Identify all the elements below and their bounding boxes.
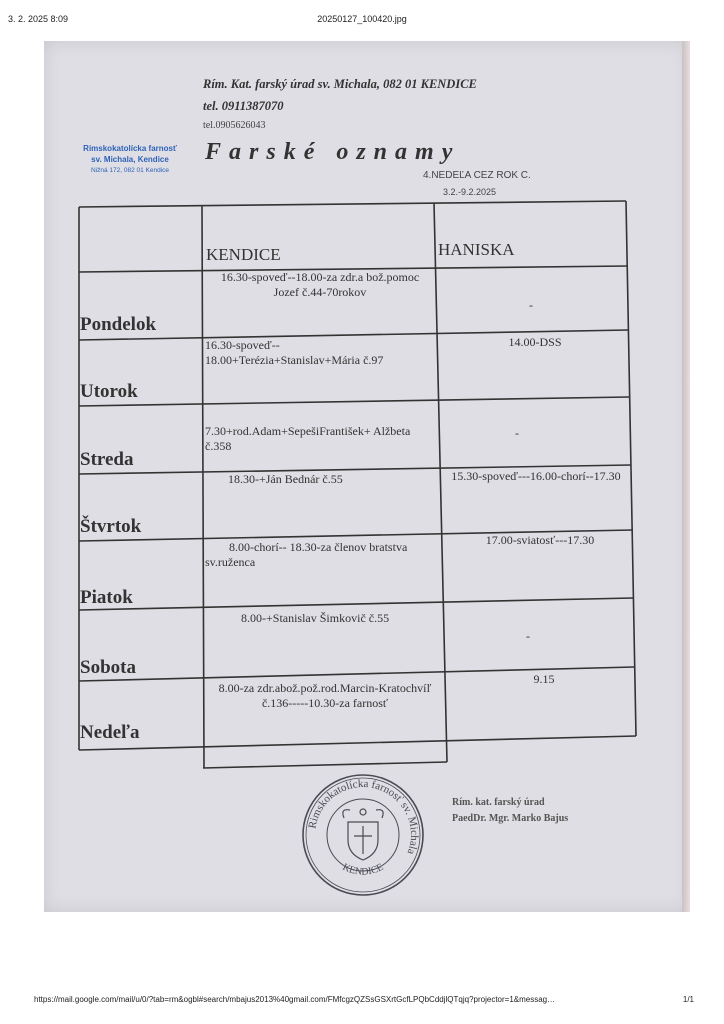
date-range: 3.2.-9.2.2025 [443,187,497,197]
day-label-utorok: Utorok [80,381,138,402]
haniska-cell-stvrtok: 15.30-spoveď---16.00-chorí--17.30 [451,469,621,483]
browser-print-date: 3. 2. 2025 8:09 [8,14,69,24]
stamp-bottom-text: KENDICE [340,861,386,878]
parish-stamp [300,772,426,898]
browser-print-pages: 1/1 [682,995,694,1004]
day-label-pondelok: Pondelok [80,314,157,335]
haniska-cell-piatok: 17.00-sviatosť---17.30 [485,533,595,547]
browser-print-url: https://mail.google.com/mail/u/0/?tab=rm&ogbl#search/mbajus2013%40gmail.com/FMfcgzQZSsGSXrtGcfLPQbCddjlQTqjq?projector=1&messag… [34,995,556,1004]
kendice-cell-nedela: 8.00-za zdr.abož.pož.rod.Marcin-Kratochvíľ č.136-----10.30-za farnosť [218,681,432,710]
day-label-sobota: Sobota [80,657,136,678]
kendice-cell-utorok: 16.30-spoveď-- 18.00+Terézia+Stanislav+Mária č.97 [205,338,384,367]
kendice-cell-pondelok: 16.30-spoveď--18.00-za zdr.a bož.pomoc Jozef č.44-70rokov [220,270,420,299]
kendice-cell-stvrtok: 18.30-+Ján Bednár č.55 [228,472,343,486]
logo-line-1: Rimskokatolícka farnosť [83,144,177,153]
kendice-cell-piatok: 8.00-chorí-- 18.30-za členov bratstva sv.ruženca [205,540,408,569]
logo-line-3: Nižná 172, 082 01 Kendice [90,167,170,174]
haniska-cell-utorok: 14.00-DSS [508,335,562,349]
day-label-stvrtok: Štvrtok [80,516,142,537]
logo-line-2: sv. Michala, Kendice [91,155,169,164]
day-label-piatok: Piatok [80,587,133,608]
stamp-emblem-icon [343,809,383,860]
phone-line-2: tel.0905626043 [203,120,266,131]
kendice-cell-streda: 7.30+rod.Adam+SepešiFrantišek+ Alžbeta č.358 [205,424,411,453]
day-label-nedela: Nedeľa [80,722,140,743]
haniska-cell-pondelok: - [529,298,533,312]
signature-line-2: PaedDr. Mgr. Marko Bajus [452,813,569,824]
phone-line-1: tel. 0911387070 [203,99,284,113]
stamp-ring-text: Rimskokatolícka farnosť sv. Michala [306,777,421,856]
haniska-cell-sobota: - [526,629,530,643]
haniska-cell-streda: - [515,426,519,440]
page-title: Farské oznamy [205,139,461,165]
parish-office-line: Rím. Kat. farský úrad sv. Michala, 082 01 KENDICE [203,77,477,91]
kendice-cell-sobota: 8.00-+Stanislav Šimkovič č.55 [241,611,390,625]
signature-line-1: Rím. kat. farský úrad [452,797,545,808]
column-header-kendice: KENDICE [206,245,281,264]
haniska-cell-nedela: 9.15 [533,672,555,686]
day-label-streda: Streda [80,449,134,470]
week-label: 4.NEDEĽA CEZ ROK C. [423,170,531,181]
column-header-haniska: HANISKA [438,240,515,259]
browser-print-title: 20250127_100420.jpg [317,14,407,24]
